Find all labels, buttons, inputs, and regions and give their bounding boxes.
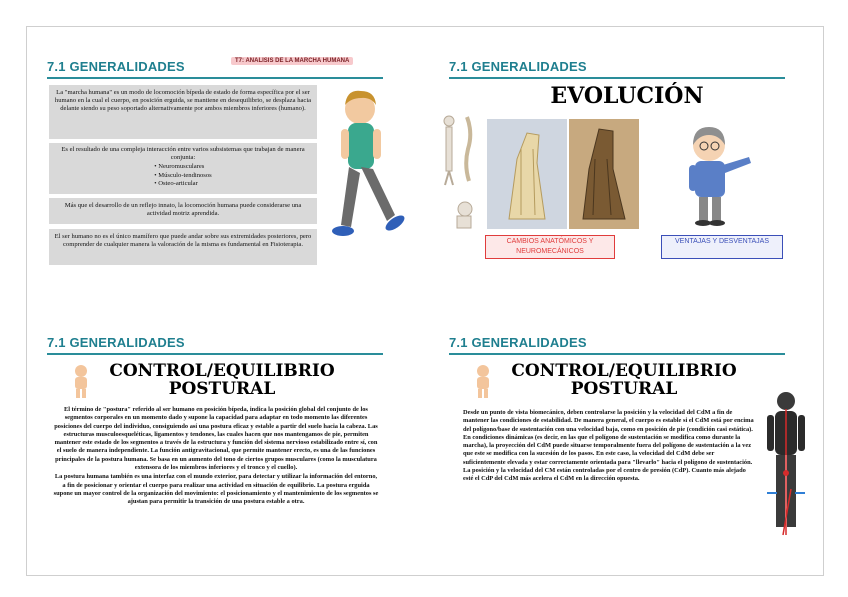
- evolution-title: EVOLUCIÓN: [550, 83, 704, 109]
- slide4-body: Desde un punto de vista biomecánico, deben controlarse la posición y la velocidad del CdM a fin de mantener las condiciones de estabilidad. De manera general, el cuerpo es estable si el CdM está por encima del polígono/base de sustentación con una velocidad baja, como en posición de pie (condición casi estática). En condiciones dinámicas (es decir, en las que el polígono de sustentación se modifica como durante la marcha), la proyección del CdM puede situarse temporalmente fuera del polígono de sustentación a la vez que este se modifica con la sucesión de los pasos. En este caso, la velocidad del CdM debe ser suficientemente elevada y estar correctamente orientada para "llevarlo" hacia el polígono de sustentación. La posición y la velocidad del CM están controladas por el centro de presión (CdP). Cuanto más alejado esté el CdP del CdM más acelera el CdM en la dirección opuesta.: [463, 409, 754, 483]
- slide4-title-line2: POSTURAL: [570, 378, 678, 399]
- skeleton-thumbnails: [435, 113, 485, 231]
- slide4-rule: [449, 353, 785, 355]
- subsystem-item: • Músculo-tendinosos: [154, 172, 211, 180]
- advantages-label: VENTAJAS Y DESVENTAJAS: [661, 235, 783, 259]
- subsystems-list: [154, 163, 211, 188]
- slide2-heading: 7.1 GENERALIDADES: [449, 59, 587, 74]
- slide4-title: [509, 363, 739, 399]
- slide1-box-definition: La "marcha humana" es un modo de locomoción bípeda de estado de forma específica por el ser humano en la cual el cuerpo, en posición erguida, se mantiene en desequilibrio, se desplaza hacia delante siendo su peso soportado alternativamente por ambos miembros inferiores (humano).: [49, 85, 317, 139]
- slide4-title-line1: CONTROL/EQUILIBRIO: [511, 361, 737, 381]
- baby-icon: [471, 363, 495, 399]
- baby-icon: [69, 363, 93, 399]
- slide1-rule: [47, 77, 383, 79]
- ape-foot-photo: [569, 119, 639, 229]
- standing-figure-illustration: [761, 389, 811, 539]
- walking-boy-illustration: [327, 85, 407, 255]
- subsystem-item: • Osteo-articular: [154, 180, 211, 188]
- slide3-paragraph-2: La postura humana también es una interfaz con el mundo exterior, para detectar y utilizar la información del entorno, a fin de posicionar y orientar el cuerpo para realizar una actividad en situación de equilibrio. La postura erguida supone un mayor control de la organización del movimiento: el posicionamiento y el mantenimiento de los segmentos se ajustan para permitir la transición de una postura estable a otra.: [53, 473, 379, 506]
- slide4-heading: 7.1 GENERALIDADES: [449, 335, 587, 350]
- subsystems-intro: Es el resultado de una compleja interacción entre varios subsistemas que trabajan de manera conjunta:: [61, 146, 305, 162]
- subsystem-item: • Neuromusculares: [154, 163, 211, 171]
- slide3-title-line1: CONTROL/EQUILIBRIO: [109, 361, 335, 381]
- slide1-box-subsystems: [49, 143, 317, 194]
- slide1-heading: 7.1 GENERALIDADES: [47, 59, 185, 74]
- foot-bones-photo: [487, 119, 567, 229]
- anatomical-changes-label: CAMBIOS ANATÓMICOS Y NEUROMECÁNICOS: [485, 235, 615, 259]
- slide3-paragraph-1: El término de "postura" referido al ser humano en posición bípeda, indica la posición global del conjunto de los segmentos corporales en un momento dado y supone la capacidad para adaptar en todo momento las diferentes posiciones del cuerpo del individuo, consiguiendo así una postura eficaz y estable a partir del suelo hacia la cabeza. Las estructuras musculoesqueléticas, ligamentos y tendones, las cuales hacen que nos mantengamos de pie, permiten mantener este estado de los segmentos a través de la estructura y función del sistema nervioso estabilizado entre sí, con el suelo de manera independiente. La función antigravitacional, que permite mantener erecto, es una de las funciones principales de la postura humana. Se basa en un aumento del tono de ciertos grupos musculares (como la musculatura extensora de los miembros inferiores y el tronco y el cuello).: [54, 406, 378, 472]
- document-page: [26, 26, 824, 576]
- slide1-box-physio: El ser humano no es el único mamífero que puede andar sobre sus extremidades posteriores, pero comprender de cualquier manera la valoración de la misma es fundamental en Fisioterapia.: [49, 229, 317, 265]
- elderly-man-illustration: [679, 119, 755, 229]
- slide2-rule: [449, 77, 785, 79]
- slide3-heading: 7.1 GENERALIDADES: [47, 335, 185, 350]
- slide3-rule: [47, 353, 383, 355]
- topic-tag: T7: ANALISIS DE LA MARCHA HUMANA: [231, 57, 353, 65]
- slide1-box-learned: Más que el desarrollo de un reflejo innato, la locomoción humana puede considerarse una actividad motriz aprendida.: [49, 198, 317, 224]
- slide3-title-line2: POSTURAL: [168, 378, 276, 399]
- slide3-body: [53, 406, 379, 507]
- slide3-title: [107, 363, 337, 399]
